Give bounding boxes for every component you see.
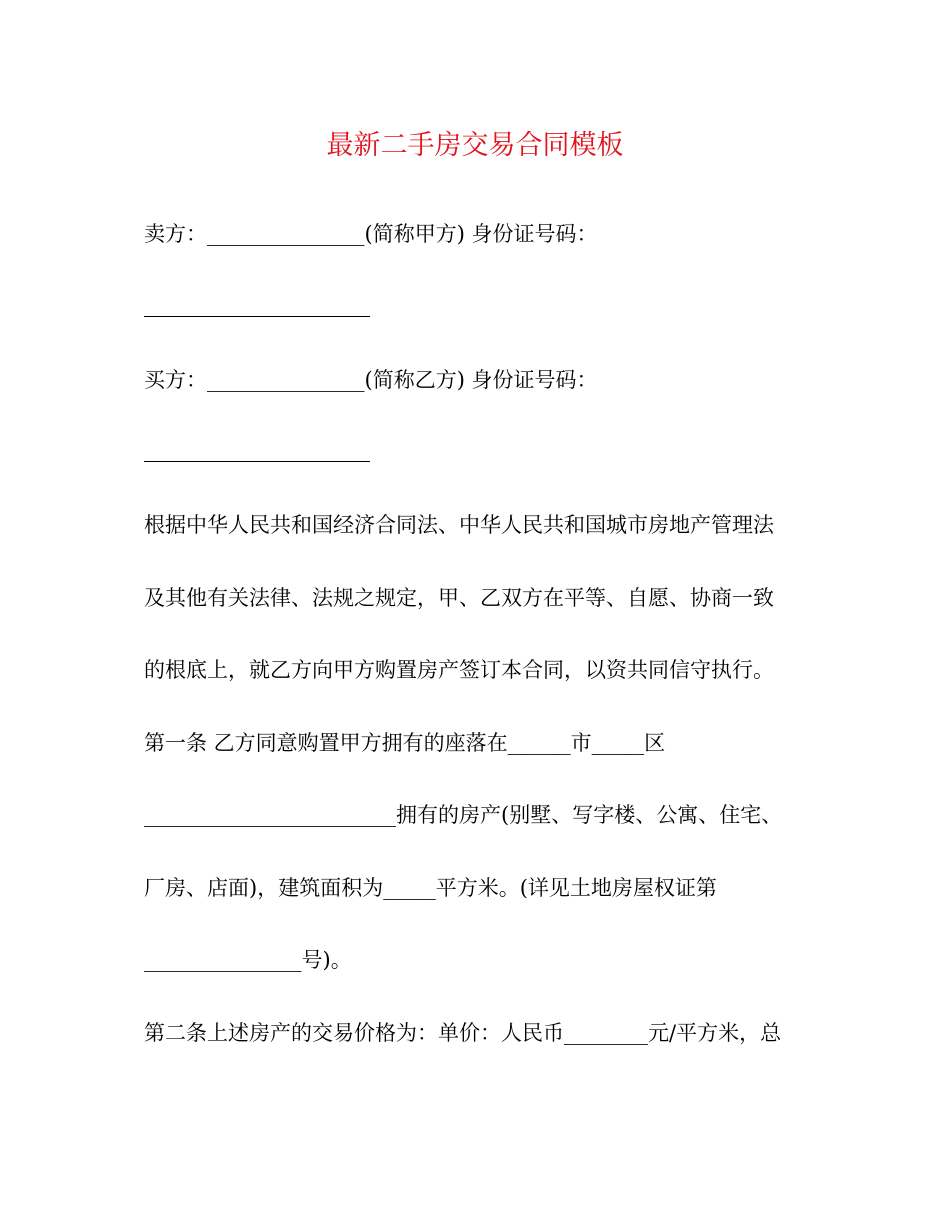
seller-line: 卖方：_______________(简称甲方) 身份证号码： bbox=[144, 222, 598, 246]
buyer-id-blank bbox=[144, 461, 370, 462]
article-2-line: 第二条上述房产的交易价格为：单价：人民币________元/平方米，总 bbox=[144, 1021, 782, 1045]
seller-id-blank bbox=[144, 316, 370, 317]
buyer-line: 买方：_______________(简称乙方) 身份证号码： bbox=[144, 368, 598, 392]
paragraph-line: 及其他有关法律、法规之规定，甲、乙双方在平等、自愿、协商一致 bbox=[144, 586, 774, 610]
paragraph-line: 的根底上，就乙方向甲方购置房产签订本合同，以资共同信守执行。 bbox=[144, 658, 774, 682]
article-1-line: 厂房、店面)，建筑面积为_____平方米。(详见土地房屋权证第 bbox=[144, 876, 717, 900]
paragraph-line: 根据中华人民共和国经济合同法、中华人民共和国城市房地产管理法 bbox=[144, 513, 774, 537]
document-title: 最新二手房交易合同模板 bbox=[326, 130, 624, 161]
article-1-line: ________________________拥有的房产(别墅、写字楼、公寓、住宅、 bbox=[144, 803, 783, 827]
article-1-line: _______________号)。 bbox=[144, 948, 352, 972]
article-1-line: 第一条 乙方同意购置甲方拥有的座落在______市_____区 bbox=[144, 731, 666, 755]
